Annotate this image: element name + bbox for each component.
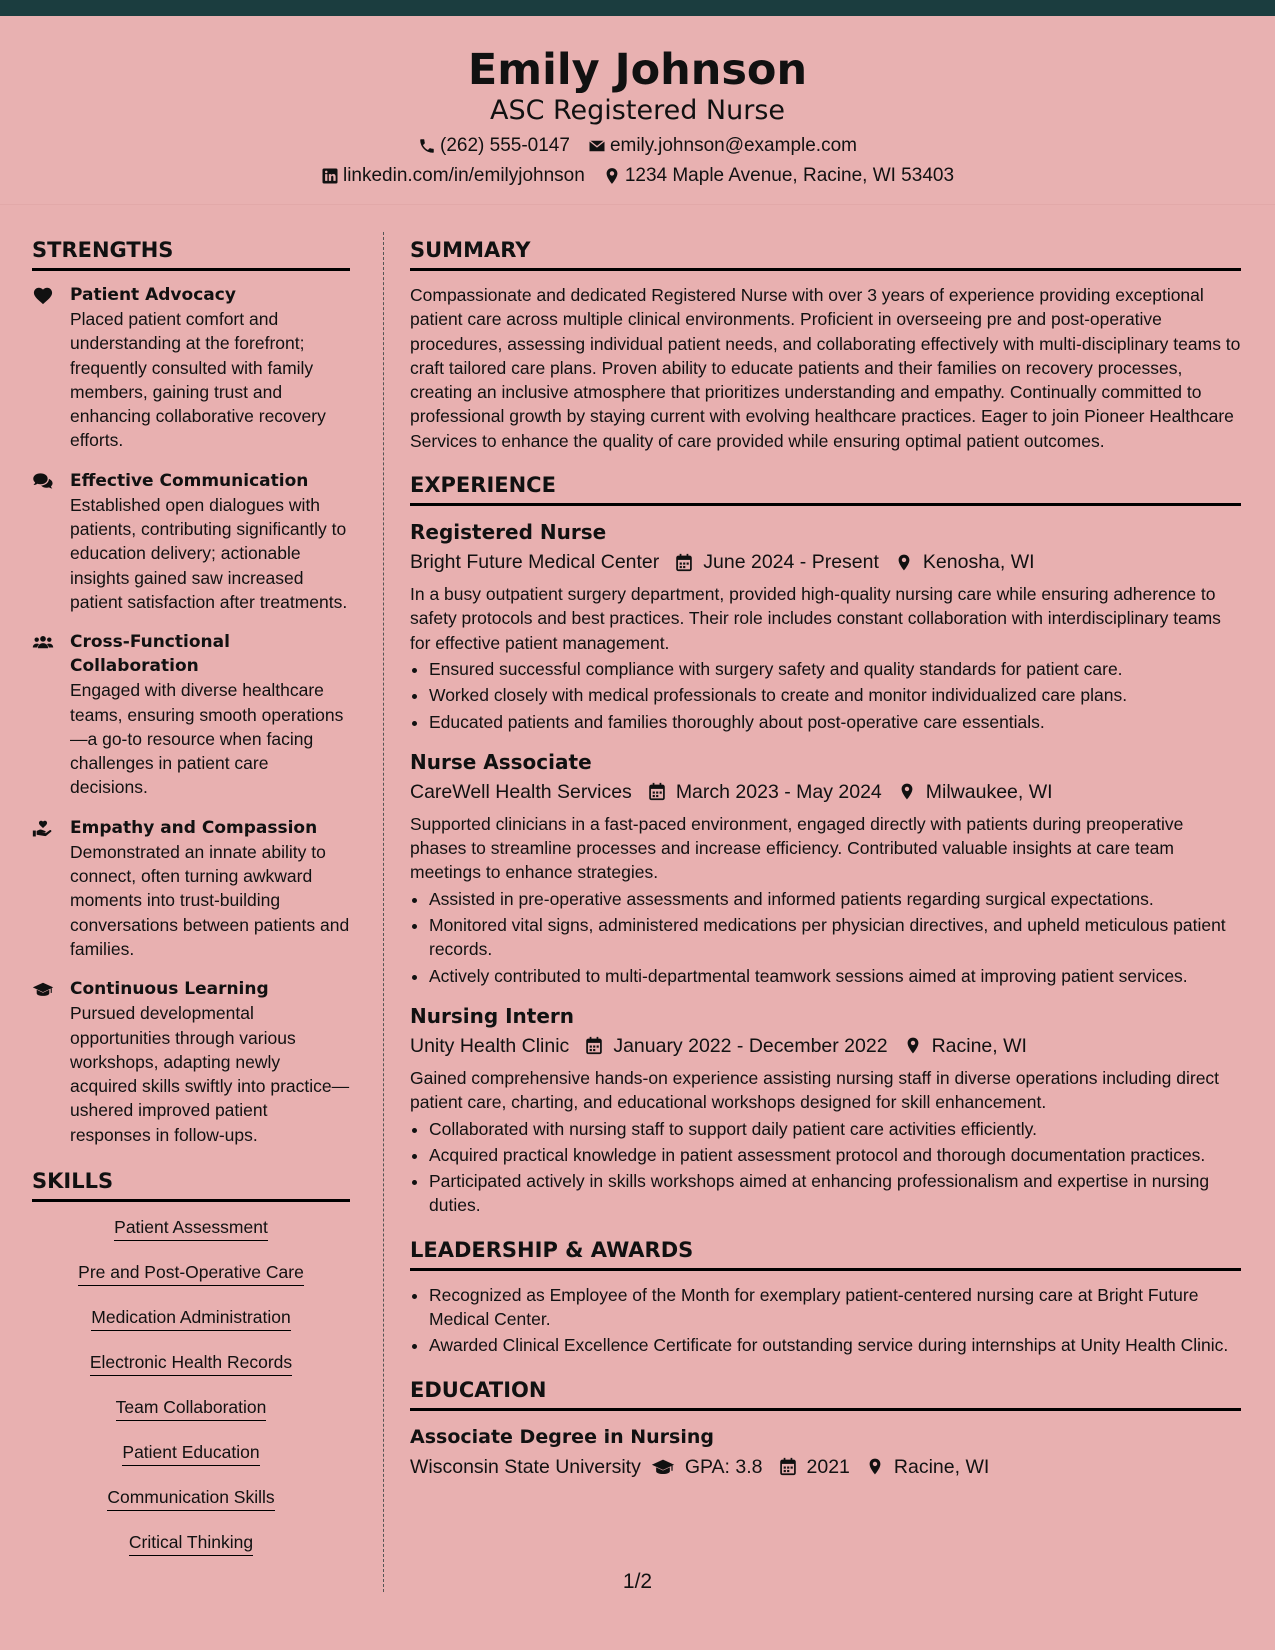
school-name: Wisconsin State University — [410, 1455, 641, 1478]
summary-text: Compassionate and dedicated Registered Nurse with over 3 years of experience providing exceptional patient care across multiple clinical environments. Proficient in overseeing pre and post-operative procedures, assessing individual patient needs, and collaborating effectively with multi-disciplinary teams to craft tailored care plans. Proven ability to educate patients and their families on recovery processes, creating an inclusive atmosphere that prioritizes understanding and empathy. Continually committed to professional growth by staying current with evolving healthcare practices. Eager to join Pioneer Healthcare Services to enhance the quality of care provided while ensuring optimal patient outcomes. — [410, 285, 1241, 451]
skill-item: Patient Assessment — [114, 1214, 268, 1241]
users-icon — [32, 632, 54, 652]
list-item: • Acquired practical knowledge in patient assessment protocol and thorough documentation practices. — [429, 1143, 1241, 1167]
skill-item: Medication Administration — [91, 1304, 290, 1331]
list-item: • Monitored vital signs, administered medications per physician directives, and upheld meticulous patient records. — [429, 913, 1241, 962]
calendar-icon — [779, 1457, 797, 1476]
leadership-heading: LEADERSHIP & AWARDS — [410, 1232, 1241, 1271]
strength-desc: Placed patient comfort and understanding at the forefront; frequently consulted with family members, gaining trust and enhancing collaborative recovery efforts. — [70, 309, 326, 451]
linkedin-contact[interactable] — [321, 161, 585, 191]
strength-desc: Demonstrated an innate ability to connect, often turning awkward moments into trust-building conversations between patients and families. — [70, 841, 350, 959]
calendar-icon — [648, 782, 666, 801]
skill-item: Pre and Post-Operative Care — [78, 1259, 304, 1286]
strength-desc: Engaged with diverse healthcare teams, ensuring smooth operations—a go-to resource when facing challenges in patient care decisions. — [70, 680, 344, 798]
job-meta — [410, 546, 1241, 578]
job-bullets — [410, 1117, 1241, 1218]
graduation-cap-icon — [32, 979, 54, 999]
job-meta — [410, 776, 1241, 808]
skill-item: Communication Skills — [107, 1484, 274, 1511]
linkedin-text: linkedin.com/in/emilyjohnson — [342, 165, 585, 186]
phone-icon — [418, 137, 436, 155]
strengths-heading: STRENGTHS — [32, 232, 350, 271]
list-item: • Educated patients and families thoroughly about post-operative care essentials. — [429, 710, 1241, 734]
address-text: 1234 Maple Avenue, Racine, WI 53403 — [624, 165, 955, 186]
job-entry — [410, 748, 1241, 988]
job-description: Supported clinicians in a fast-paced environment, engaged directly with patients during preoperative phases to streamline processes and increase efficiency. Contributed valuable insights at care team meetings to enhance strategies. — [410, 813, 1184, 883]
map-marker-icon — [866, 1457, 884, 1476]
address-contact — [603, 161, 954, 191]
list-item: • Actively contributed to multi-departmental teamwork sessions aimed at improving patient services. — [429, 964, 1241, 988]
school-location: Racine, WI — [893, 1455, 990, 1478]
strength-title: Continuous Learning — [70, 979, 269, 1000]
job-company: CareWell Health Services — [410, 780, 632, 803]
job-dates: March 2023 - May 2024 — [675, 780, 882, 803]
page-number: 1/2 — [622, 1570, 653, 1593]
job-title: Nursing Intern — [410, 1003, 575, 1028]
resume-header — [0, 16, 1275, 205]
strength-title: Cross-Functional Collaboration — [70, 632, 230, 677]
graduation-cap-icon — [651, 1457, 675, 1476]
strength-desc: Established open dialogues with patients, contributing significantly to education delivery; actionable insights gained saw increased patient satisfaction after treatments. — [70, 494, 348, 612]
calendar-icon — [585, 1036, 603, 1055]
job-location: Milwaukee, WI — [925, 780, 1053, 803]
list-item: • Worked closely with medical professionals to create and monitor individualized care plans. — [429, 683, 1241, 707]
strength-title: Patient Advocacy — [70, 285, 236, 305]
list-item: • Ensured successful compliance with surgery safety and quality standards for patient care. — [429, 657, 1241, 681]
experience-heading: EXPERIENCE — [410, 467, 1241, 506]
job-title: Nurse Associate — [410, 749, 592, 774]
strength-title: Empathy and Compassion — [70, 817, 318, 838]
leadership-list — [410, 1283, 1241, 1358]
job-description: In a busy outpatient surgery department, provided high-quality nursing care while ensuring adherence to safety protocols and best practices. Their role includes constant collaboration with interdisciplinary teams for effective patient management. — [410, 584, 1221, 653]
email-contact[interactable] — [588, 131, 857, 161]
summary-heading: SUMMARY — [410, 232, 1241, 271]
job-location: Kenosha, WI — [922, 551, 1035, 574]
contact-row-2 — [0, 161, 1275, 191]
job-description: Gained comprehensive hands-on experience assisting nursing staff in diverse operations including direct patient care, charting, and educational workshops designed for skill enhancement. — [410, 1067, 1220, 1113]
heart-icon — [32, 285, 54, 305]
contact-row-1 — [0, 131, 1275, 161]
job-meta — [410, 1030, 1241, 1062]
phone-contact — [418, 131, 570, 161]
list-item: • Recognized as Employee of the Month for exemplary patient-centered nursing care at Bright Future Medical Center. — [429, 1283, 1241, 1332]
map-marker-icon — [603, 167, 621, 185]
strength-item — [32, 283, 350, 453]
hand-heart-icon — [32, 818, 54, 838]
map-marker-icon — [895, 553, 913, 572]
skills-list — [32, 1214, 350, 1574]
list-item: • Awarded Clinical Excellence Certificate for outstanding service during internships at Unity Health Clinic. — [429, 1333, 1241, 1357]
calendar-icon — [675, 553, 693, 572]
comments-icon — [32, 471, 54, 491]
map-marker-icon — [904, 1036, 922, 1055]
top-accent-bar — [0, 0, 1275, 16]
list-item: • Collaborated with nursing staff to support daily patient care activities efficiently. — [429, 1117, 1241, 1141]
job-dates: January 2022 - December 2022 — [613, 1034, 888, 1057]
job-company: Bright Future Medical Center — [410, 551, 660, 574]
envelope-icon — [588, 137, 606, 155]
strength-item — [32, 816, 350, 961]
job-bullets — [410, 887, 1241, 988]
strength-item — [32, 630, 350, 799]
skills-heading: SKILLS — [32, 1163, 350, 1202]
map-marker-icon — [898, 782, 916, 801]
strength-desc: Pursued developmental opportunities through various workshops, adapting newly acquired skills swiftly into practice—ushered improved patient responses in follow-ups. — [70, 1003, 350, 1145]
right-column — [410, 232, 1241, 1487]
candidate-title: ASC Registered Nurse — [489, 95, 786, 126]
gpa-text: GPA: 3.8 — [684, 1455, 763, 1478]
strength-title: Effective Communication — [70, 470, 309, 491]
job-company: Unity Health Clinic — [410, 1034, 570, 1057]
education-meta — [410, 1451, 1241, 1483]
job-location: Racine, WI — [931, 1034, 1027, 1057]
skill-item: Patient Education — [122, 1439, 259, 1466]
strength-item — [32, 977, 350, 1147]
job-title: Registered Nurse — [410, 520, 607, 545]
email-text: emily.johnson@example.com — [609, 135, 857, 156]
strength-item — [32, 469, 350, 614]
candidate-name: Emily Johnson — [467, 45, 808, 95]
list-item: • Participated actively in skills workshops aimed at enhancing professionalism and expertise in nursing duties. — [429, 1169, 1241, 1218]
column-divider — [383, 232, 384, 1592]
skill-item: Critical Thinking — [129, 1529, 253, 1556]
degree-title: Associate Degree in Nursing — [410, 1425, 714, 1448]
job-bullets — [410, 657, 1241, 734]
phone-text: (262) 555-0147 — [440, 135, 570, 156]
skill-item: Electronic Health Records — [90, 1349, 292, 1376]
job-entry — [410, 1002, 1241, 1218]
linkedin-icon — [321, 167, 339, 185]
list-item: • Assisted in pre-operative assessments and informed patients regarding surgical expectations. — [429, 887, 1241, 911]
education-heading: EDUCATION — [410, 1372, 1241, 1411]
job-entry — [410, 518, 1241, 734]
job-dates: June 2024 - Present — [703, 551, 879, 574]
skill-item: Team Collaboration — [116, 1394, 267, 1421]
graduation-year: 2021 — [806, 1455, 850, 1478]
left-column — [32, 232, 350, 1574]
